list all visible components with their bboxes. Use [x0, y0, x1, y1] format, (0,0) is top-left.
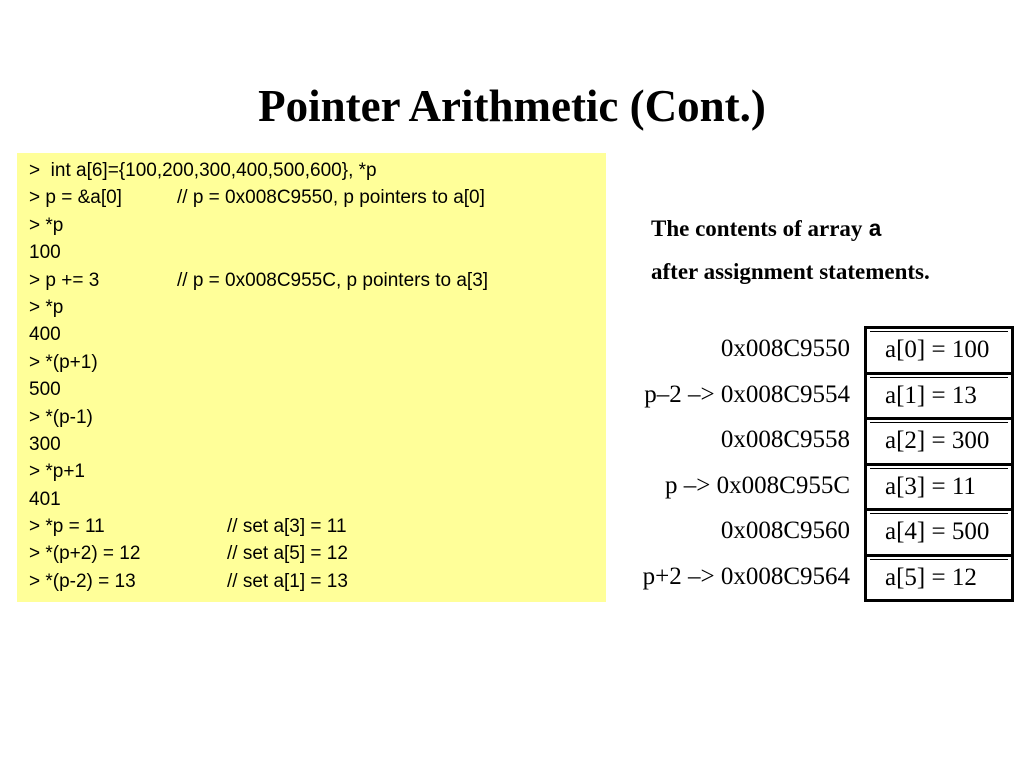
code-line — [29, 294, 606, 321]
memory-row — [610, 508, 1018, 554]
code-line — [29, 513, 606, 540]
address-value: 0x008C9560 — [720, 517, 850, 544]
code-line — [29, 568, 606, 595]
pointer-label: p –> — [665, 471, 717, 499]
code-output: 401 — [29, 488, 61, 510]
code-command: > *(p-1) — [29, 406, 93, 428]
code-line — [29, 458, 606, 485]
caption-line-1 — [651, 208, 930, 251]
code-line — [29, 404, 606, 431]
code-command: > p = &a[0] — [29, 187, 122, 209]
code-line — [29, 321, 606, 348]
code-comment: // set a[1] = 13 — [227, 570, 348, 592]
array-cell: a[5] = 12 — [864, 554, 1014, 602]
code-command: > *p+1 — [29, 461, 85, 483]
memory-address-label — [644, 372, 850, 418]
code-output: 500 — [29, 379, 61, 401]
memory-row — [610, 554, 1018, 600]
address-value: 0x008C9554 — [720, 380, 850, 408]
memory-address-label — [721, 508, 850, 554]
code-line — [29, 212, 606, 239]
address-value: 0x008C9564 — [720, 562, 850, 590]
code-command: > *p = 11 — [29, 516, 105, 538]
array-cell: a[3] = 11 — [864, 463, 1014, 509]
code-line — [29, 267, 606, 294]
code-line — [29, 376, 606, 403]
code-command: > *(p+2) = 12 — [29, 543, 141, 565]
code-output: 100 — [29, 242, 61, 264]
code-output: 400 — [29, 324, 61, 346]
memory-address-label — [643, 554, 850, 600]
code-command: > *p — [29, 214, 64, 236]
address-value: 0x008C9550 — [720, 335, 850, 362]
code-command: > *(p+1) — [29, 351, 98, 373]
code-line — [29, 157, 606, 184]
code-comment: // p = 0x008C9550, p pointers to a[0] — [177, 187, 485, 209]
array-cell: a[4] = 500 — [864, 508, 1014, 554]
code-comment: // p = 0x008C955C, p pointers to a[3] — [177, 269, 489, 291]
caption-text: The contents of array — [651, 216, 869, 241]
array-cell: a[0] = 100 — [864, 326, 1014, 372]
array-cell: a[1] = 13 — [864, 372, 1014, 418]
code-line — [29, 540, 606, 567]
memory-row — [610, 463, 1018, 509]
address-value: 0x008C955C — [716, 471, 850, 499]
memory-address-label — [721, 417, 850, 463]
pointer-label: p–2 –> — [644, 380, 721, 408]
memory-row — [610, 372, 1018, 418]
code-output: 300 — [29, 433, 61, 455]
code-line — [29, 431, 606, 458]
code-comment: // set a[5] = 12 — [227, 543, 348, 565]
memory-address-label — [665, 463, 850, 509]
code-command: > *p — [29, 296, 64, 318]
code-command: > *(p-2) = 13 — [29, 570, 136, 592]
caption-array-name: a — [868, 217, 882, 243]
array-cell: a[2] = 300 — [864, 417, 1014, 463]
memory-row — [610, 326, 1018, 372]
address-value: 0x008C9558 — [720, 426, 850, 453]
code-listing-panel — [17, 153, 606, 602]
memory-address-label — [721, 326, 850, 372]
memory-row — [610, 417, 1018, 463]
code-command: > int a[6]={100,200,300,400,500,600}, *p — [29, 160, 377, 181]
slide-title: Pointer Arithmetic (Cont.) — [258, 81, 766, 131]
caption-line-2: after assignment statements. — [651, 259, 930, 284]
pointer-label: p+2 –> — [642, 562, 721, 590]
code-line — [29, 239, 606, 266]
memory-diagram — [610, 326, 1018, 600]
code-line — [29, 184, 606, 211]
code-command: > p += 3 — [29, 269, 100, 291]
code-line — [29, 349, 606, 376]
array-caption — [651, 208, 930, 292]
code-comment: // set a[3] = 11 — [227, 516, 347, 538]
code-line — [29, 486, 606, 513]
